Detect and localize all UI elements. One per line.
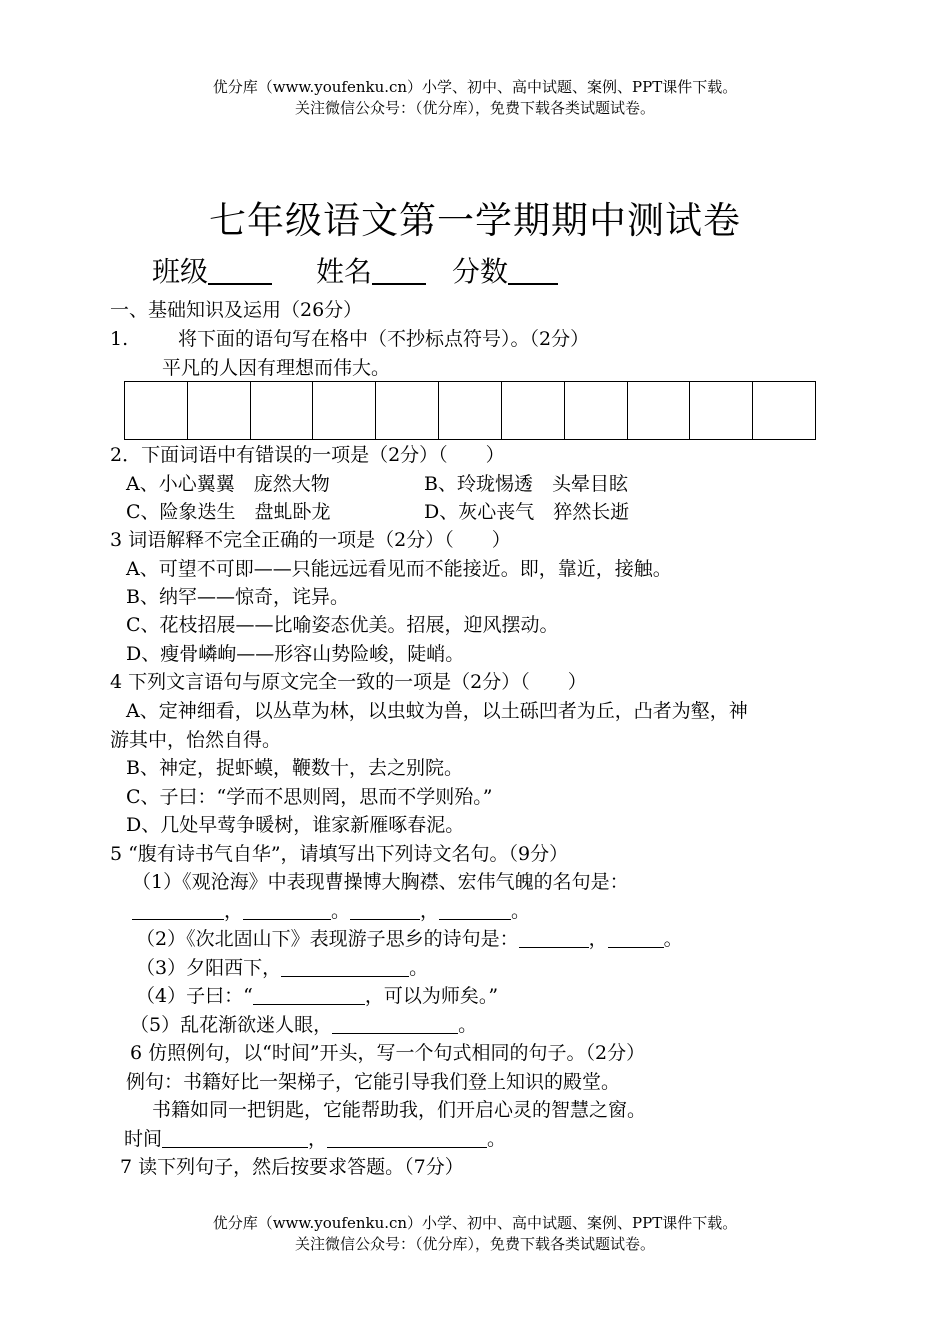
q3-option-a: A、可望不可即——只能远远看见而不能接近。即，靠近，接触。 [126, 558, 672, 580]
name-label: 姓名 [316, 255, 373, 288]
grid-cell[interactable] [125, 382, 188, 439]
q3-option-d: D、瘦骨嶙峋——形容山势险峻，陡峭。 [126, 643, 465, 665]
q1-sentence: 平凡的人因有理想而伟大。 [162, 357, 391, 379]
q2-option-b: B、玲珑惕透 头晕目眩 [424, 473, 628, 495]
q2-option-a: A、小心翼翼 庞然大物 [126, 473, 330, 495]
q2-option-c: C、险象迭生 盘虬卧龙 [126, 501, 331, 523]
q4-option-b: B、神定，捉虾蟆，鞭数十，去之别院。 [126, 757, 463, 779]
answer-blank[interactable] [281, 956, 409, 977]
q4-option-d: D、几处早莺争暖树，谁家新雁啄春泥。 [126, 814, 465, 836]
answer-blank[interactable] [439, 899, 511, 920]
grid-cell[interactable] [753, 382, 815, 439]
q4-option-a-line1: A、定神细看，以丛草为林，以虫蚊为兽，以土砾凹者为丘，凸者为壑，神 [126, 700, 748, 722]
grid-cell[interactable] [188, 382, 251, 439]
answer-blank[interactable] [350, 899, 420, 920]
answer-blank[interactable] [519, 927, 589, 948]
q5-part-5-text: （5）乱花渐欲迷人眼， [130, 1014, 333, 1036]
grid-cell[interactable] [565, 382, 628, 439]
student-info-fields [152, 250, 558, 290]
answer-blank[interactable] [327, 1127, 487, 1148]
score-label: 分数 [452, 255, 509, 288]
class-label: 班级 [152, 255, 209, 288]
q3-option-c: C、花枝招展——比喻姿态优美。招展，迎风摆动。 [126, 614, 559, 636]
punctuation: 。 [487, 1128, 507, 1150]
q4-option-a-line2: 游其中，怡然自得。 [110, 729, 282, 751]
score-blank[interactable] [508, 255, 558, 285]
answer-blank[interactable] [608, 927, 664, 948]
grid-cell[interactable] [502, 382, 565, 439]
answer-blank[interactable] [132, 899, 224, 920]
q3-option-b: B、纳罕——惊奇，诧异。 [126, 586, 349, 608]
punctuation: 。 [331, 900, 351, 922]
answer-blank[interactable] [243, 899, 331, 920]
punctuation: 。 [663, 928, 683, 950]
writing-grid [124, 381, 816, 440]
header-line-2: 关注微信公众号：（优分库），免费下载各类试题试卷。 [294, 99, 655, 117]
q1-stem: 将下面的语句写在格中（不抄标点符号）。（2分） [178, 328, 590, 350]
q5-part-4 [136, 983, 498, 1009]
grid-cell[interactable] [628, 382, 691, 439]
name-blank[interactable] [372, 255, 426, 285]
header-line-1: 优分库（www.youfenku.cn）小学、初中、高中试题、案例、PPT课件下载。 [212, 78, 738, 96]
q6-example-2: 书籍如同一把钥匙，它能帮助我，们开启心灵的智慧之窗。 [152, 1099, 647, 1121]
q5-part-3-text: （3）夕阳西下， [136, 957, 282, 979]
q2-option-d: D、灰心丧气 猝然长逝 [424, 501, 630, 523]
answer-blank[interactable] [253, 984, 365, 1005]
punctuation: 。 [511, 900, 531, 922]
punctuation: 。 [458, 1014, 478, 1036]
q6-stem: 6 仿照例句，以“时间”开头，写一个句式相同的句子。（2分） [130, 1042, 646, 1064]
q4-option-c: C、子曰：“学而不思则罔，思而不学则殆。” [126, 786, 493, 808]
q6-answer-start: 时间 [124, 1128, 163, 1150]
grid-cell[interactable] [376, 382, 439, 439]
answer-blank[interactable] [162, 1127, 308, 1148]
class-blank[interactable] [208, 255, 272, 285]
punctuation: ， [588, 928, 608, 950]
q4-stem: 4 下列文言语句与原文完全一致的一项是（2分）（ ） [110, 671, 587, 693]
q1-number: 1. [110, 328, 129, 350]
punctuation: ， [308, 1128, 328, 1150]
page-title: 七年级语文第一学期期中测试卷 [209, 199, 741, 242]
q5-part-1: （1）《观沧海》中表现曹操博大胸襟、宏伟气魄的名句是： [132, 871, 629, 893]
q2-stem: 2．下面词语中有错误的一项是（2分）（ ） [110, 444, 505, 466]
grid-cell[interactable] [690, 382, 753, 439]
grid-cell[interactable] [439, 382, 502, 439]
q5-part-5 [130, 1012, 477, 1038]
grid-cell[interactable] [313, 382, 376, 439]
q5-part-4-end: ，可以为师矣。” [364, 985, 499, 1007]
q5-part-2-text: （2）《次北固山下》表现游子思乡的诗句是： [136, 928, 519, 950]
q6-answer-line [124, 1126, 506, 1152]
punctuation: ， [224, 900, 244, 922]
q5-stem: 5 “腹有诗书气自华”，请填写出下列诗文名句。（9分） [110, 843, 569, 865]
punctuation: 。 [409, 957, 429, 979]
q7-stem: 7 读下列句子，然后按要求答题。（7分） [120, 1156, 464, 1178]
grid-cell[interactable] [251, 382, 314, 439]
q5-part-4-text: （4）子曰：“ [136, 985, 253, 1007]
q5-part-2 [136, 926, 683, 952]
q6-example: 例句：书籍好比一架梯子，它能引导我们登上知识的殿堂。 [126, 1071, 621, 1093]
q5-part-1-answer [132, 898, 530, 924]
punctuation: ， [420, 900, 440, 922]
q5-part-3 [136, 955, 428, 981]
footer-line-1: 优分库（www.youfenku.cn）小学、初中、高中试题、案例、PPT课件下载。 [212, 1214, 738, 1232]
answer-blank[interactable] [332, 1013, 458, 1034]
footer-line-2: 关注微信公众号：（优分库），免费下载各类试题试卷。 [294, 1235, 655, 1253]
section-1-heading: 一、基础知识及运用（26分） [110, 299, 363, 321]
q3-stem: 3 词语解释不完全正确的一项是（2分）（ ） [110, 529, 511, 551]
